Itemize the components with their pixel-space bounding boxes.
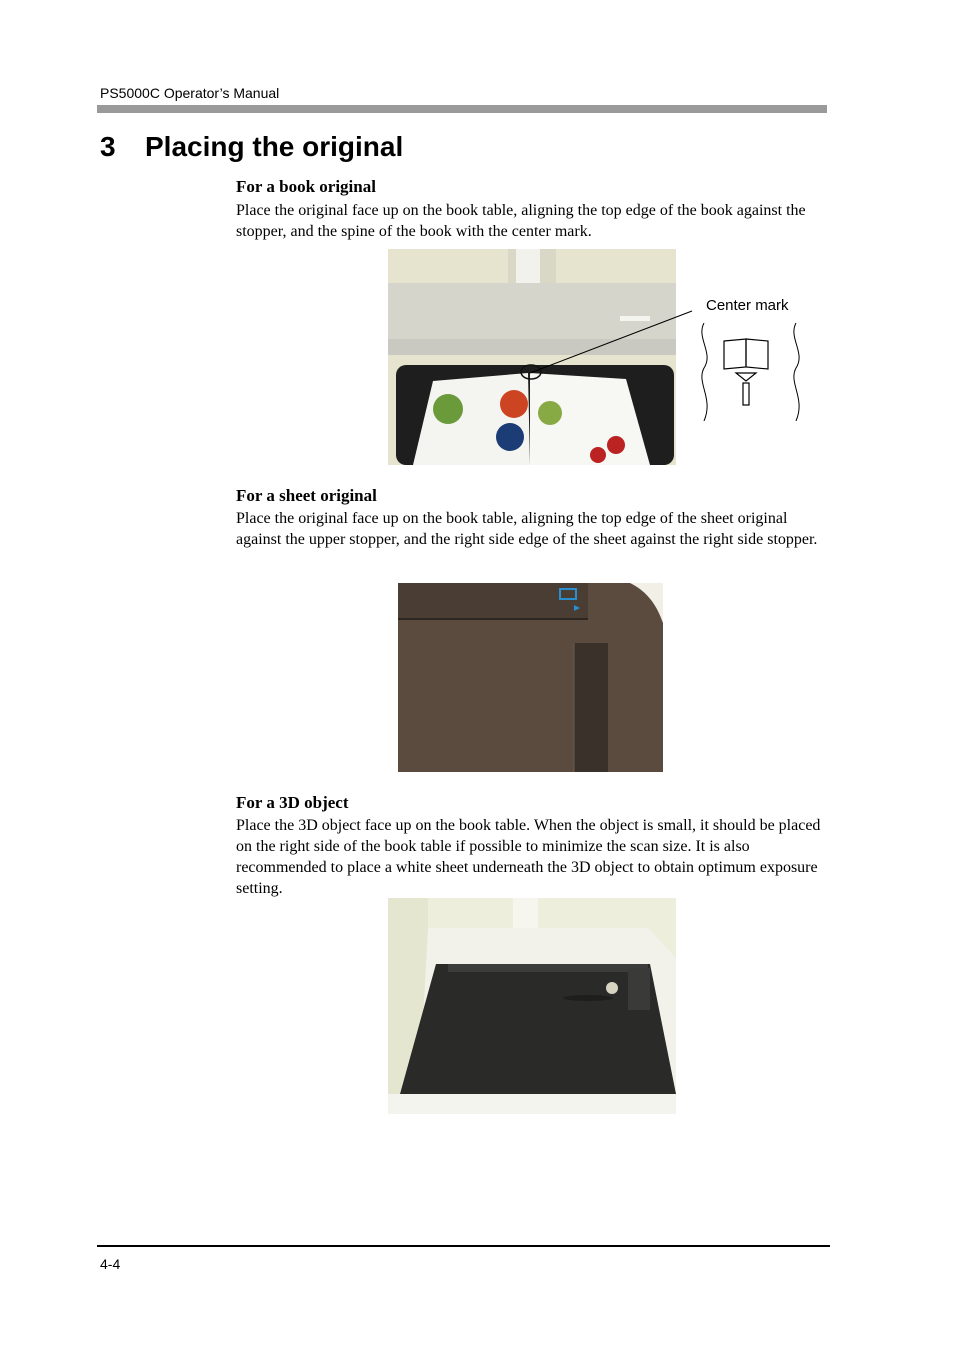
book-original-heading: For a book original [236, 177, 376, 196]
footer-rule [97, 1245, 830, 1247]
sheet-original-photo [398, 583, 663, 772]
center-mark-leader-line [530, 305, 700, 377]
chapter-title: Placing the original [145, 131, 404, 162]
3d-object-photo [388, 898, 676, 1114]
page-number: 4-4 [100, 1256, 121, 1272]
center-mark-icon [696, 323, 802, 421]
3d-object-heading: For a 3D object [236, 793, 349, 812]
chapter-number: 3 [100, 131, 116, 162]
running-header: PS5000C Operator’s Manual [100, 85, 280, 101]
book-original-text: Place the original face up on the book table, aligning the top edge of the book against the stopper, and the spine of the book with the center mark. [236, 202, 806, 240]
sheet-original-text: Place the original face up on the book table, aligning the top edge of the sheet original against the upper stopper, and the right side edge of the sheet against the right side stopper. [236, 510, 818, 548]
3d-object-text: Place the 3D object face up on the book table. When the object is small, it should be placed on the right side of the book table if possible to minimize the scan size. It is also recommended to place a white sheet underneath the 3D object to obtain optimum exposure setting. [236, 817, 821, 897]
center-mark-label: Center mark [706, 297, 789, 314]
sheet-original-heading: For a sheet original [236, 486, 377, 505]
header-rule [97, 105, 827, 113]
